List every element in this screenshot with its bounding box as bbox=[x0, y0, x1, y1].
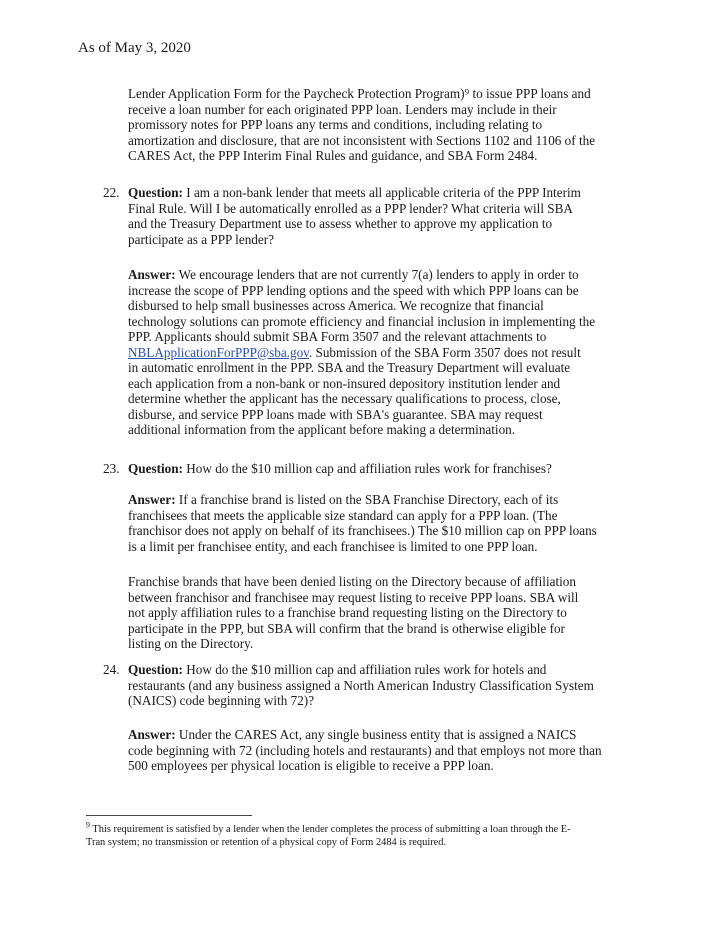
question-line: participate as a PPP lender? bbox=[128, 231, 274, 247]
question-line: restaurants (and any business assigned a North American Industry Classification System bbox=[128, 677, 594, 693]
answer-22 bbox=[128, 267, 595, 438]
intro-line: promissory notes for PPP loans any terms and conditions, including relating to bbox=[128, 117, 543, 132]
answer-line: franchisor does not apply on behalf of its franchisees.) The $10 million cap on PPP loans bbox=[128, 523, 597, 538]
question-23-number: 23. bbox=[103, 461, 120, 476]
answer-line: determine whether the applicant has the necessary qualifications to process, close, bbox=[128, 391, 561, 406]
intro-line: amortization and disclosure, that are not inconsistent with Sections 1102 and 1106 of the bbox=[128, 132, 596, 148]
question-24 bbox=[128, 662, 594, 709]
footnote-line: Tran system; no transmission or retention of a physical copy of Form 2484 is required. bbox=[86, 837, 447, 848]
intro-paragraph bbox=[128, 86, 595, 164]
answer-line: disburse, and service PPP loans made with SBA's guarantee. SBA may request bbox=[128, 406, 543, 422]
question-label: Question: bbox=[128, 461, 183, 476]
question-23 bbox=[128, 461, 552, 477]
answer-line: is a limit per franchisee entity, and each franchisee is limited to one PPP loan. bbox=[128, 538, 538, 554]
footnote bbox=[86, 820, 571, 849]
answer-label: Answer: bbox=[128, 267, 176, 282]
footnote-divider bbox=[86, 815, 252, 816]
question-line: (NAICS) code beginning with 72)? bbox=[128, 693, 315, 708]
answer-text: We encourage lenders that are not currently 7(a) lenders to apply in order to bbox=[175, 267, 579, 282]
question-line: Final Rule. Will I be automatically enrolled as a PPP lender? What criteria will SBA bbox=[128, 200, 573, 216]
answer-line: participate in the PPP, but SBA will confirm that the brand is otherwise eligible for bbox=[128, 620, 565, 636]
question-label: Question: bbox=[128, 185, 183, 200]
question-label: Question: bbox=[128, 662, 183, 677]
email-link[interactable]: NBLApplicationForPPP@sba.gov bbox=[128, 344, 309, 360]
answer-text: . Submission of the SBA Form 3507 does not result bbox=[308, 344, 581, 360]
question-text: How do the $10 million cap and affiliation rules work for franchises? bbox=[182, 461, 552, 476]
answer-line: Franchise brands that have been denied listing on the Directory because of affiliation bbox=[128, 574, 576, 589]
question-22 bbox=[128, 185, 581, 247]
answer-text: If a franchise brand is listed on the SBA Franchise Directory, each of its bbox=[175, 492, 559, 507]
answer-line: PPP. Applicants should submit SBA Form 3507 and the relevant attachments to bbox=[128, 329, 547, 344]
answer-23-paragraph-2 bbox=[128, 574, 578, 652]
answer-line: 500 employees per physical location is eligible to receive a PPP loan. bbox=[128, 758, 494, 773]
answer-line: increase the scope of PPP lending options and the speed with which PPP loans can be bbox=[128, 282, 579, 298]
intro-line: CARES Act, the PPP Interim Final Rules and guidance, and SBA Form 2484. bbox=[128, 148, 538, 163]
intro-line: receive a loan number for each originated PPP loan. Lenders may include in their bbox=[128, 101, 557, 117]
footnote-text: This requirement is satisfied by a lender when the lender completes the process of submitting a loan through the E- bbox=[90, 824, 571, 835]
answer-line: listing on the Directory. bbox=[128, 636, 254, 651]
answer-24 bbox=[128, 727, 602, 774]
answer-line: disbursed to help small businesses across America. We recognize that financial bbox=[128, 298, 544, 313]
answer-23 bbox=[128, 492, 597, 554]
answer-line: not apply affiliation rules to a franchise brand requesting listing on the Directory to bbox=[128, 605, 567, 620]
answer-line: code beginning with 72 (including hotels and restaurants) and that employs not more than bbox=[128, 742, 602, 758]
answer-line: each application from a non-bank or non-insured depository institution lender and bbox=[128, 375, 561, 391]
footnote-marker: 9 bbox=[86, 820, 90, 830]
answer-label: Answer: bbox=[128, 492, 176, 507]
question-22-number: 22. bbox=[103, 185, 120, 200]
answer-line: between franchisor and franchisee may request listing to receive PPP loans. SBA will bbox=[128, 589, 579, 605]
question-24-number: 24. bbox=[103, 662, 120, 677]
answer-text: Under the CARES Act, any single business entity that is assigned a NAICS bbox=[175, 727, 577, 742]
answer-line: franchisees that meets the applicable size standard can apply for a PPP loan. (The bbox=[128, 507, 558, 523]
page-header-date: As of May 3, 2020 bbox=[78, 40, 191, 56]
answer-line: additional information from the applicant before making a determination. bbox=[128, 422, 516, 437]
question-line: and the Treasury Department use to assess whether to approve my application to bbox=[128, 216, 553, 231]
intro-line: Lender Application Form for the Paycheck Protection Program)⁹ to issue PPP loans and bbox=[128, 86, 591, 101]
answer-line: in automatic enrollment in the PPP. SBA and the Treasury Department will evaluate bbox=[128, 360, 571, 375]
question-text: How do the $10 million cap and affiliation rules work for hotels and bbox=[182, 662, 547, 677]
answer-line: technology solutions can promote efficiency and financial inclusion in implementing the bbox=[128, 313, 596, 329]
answer-label: Answer: bbox=[128, 727, 176, 742]
question-text: I am a non-bank lender that meets all applicable criteria of the PPP Interim bbox=[182, 185, 581, 200]
